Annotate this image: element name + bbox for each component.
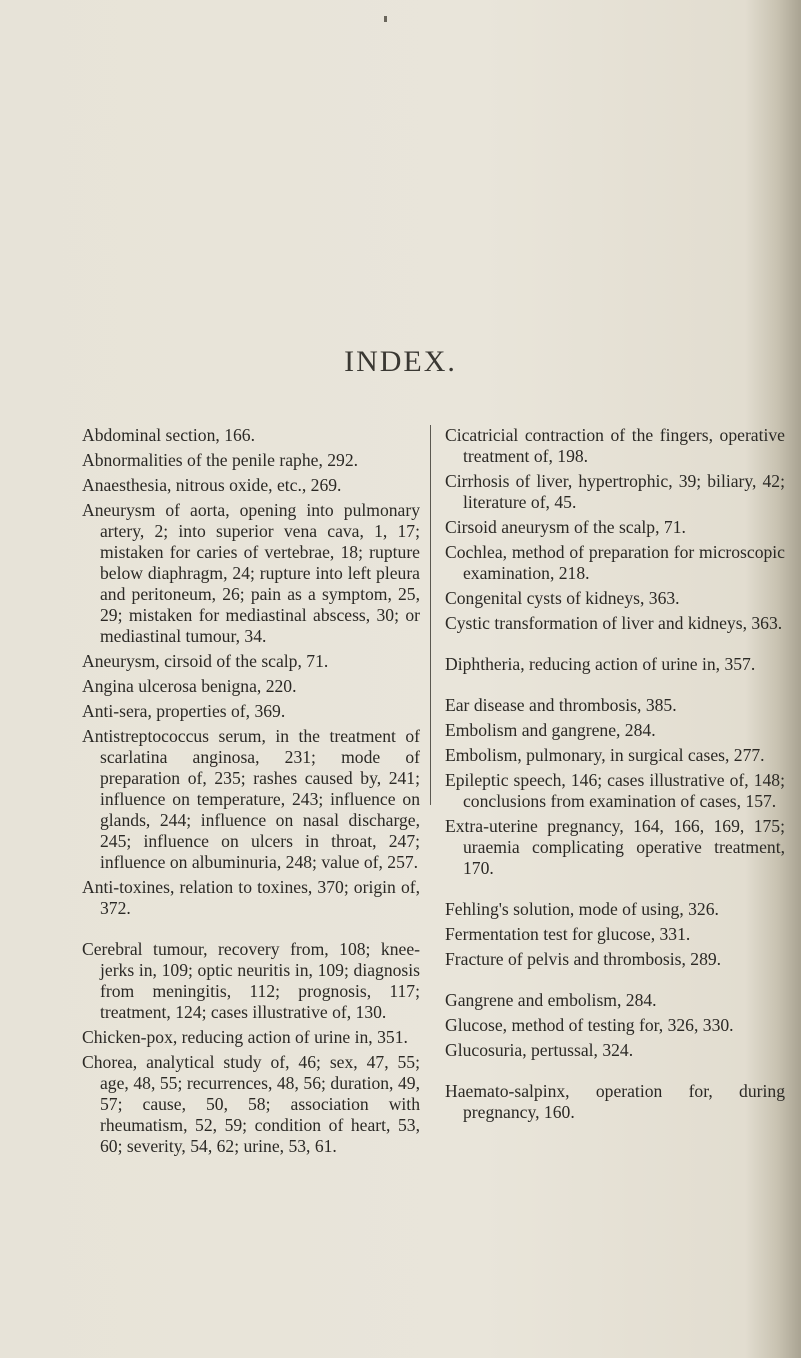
column-divider: [430, 425, 431, 805]
page-title: INDEX.: [344, 345, 457, 378]
index-entry: Fermentation test for glucose, 331.: [445, 924, 691, 944]
index-column-right: [445, 425, 785, 1127]
index-entry: Anti-toxines, relation to toxines, 370; origin of, 372.: [82, 877, 420, 918]
index-entry: Cystic transformation of liver and kidneys, 363.: [445, 613, 783, 633]
index-entry: Cerebral tumour, recovery from, 108; knee-jerks in, 109; optic neuritis in, 109; diagnosis from meningitis, 112; prognosis, 117; treatment, 124; cases illustrative of, 130.: [82, 939, 420, 1022]
index-entry: Abnormalities of the penile raphe, 292.: [82, 450, 359, 470]
index-entry: Extra-uterine pregnancy, 164, 166, 169, 175; uraemia complicating operative treatment, 170.: [445, 816, 785, 878]
index-entry: Glucosuria, pertussal, 324.: [445, 1040, 634, 1060]
index-entry: Angina ulcerosa benigna, 220.: [82, 676, 297, 696]
index-entry: Chicken-pox, reducing action of urine in, 351.: [82, 1027, 408, 1047]
index-entry: Cicatricial contraction of the fingers, operative treatment of, 198.: [445, 425, 785, 466]
index-entry: Antistreptococcus serum, in the treatment of scarlatina anginosa, 231; mode of preparation of, 235; rashes caused by, 241; influence on temperature, 243; influence on glands, 244; influence on nasal discharge, 245; influence on ulcers in throat, 247; influence on albuminuria, 248; value of, 257.: [82, 726, 420, 872]
index-entry: Glucose, method of testing for, 326, 330.: [445, 1015, 734, 1035]
index-entry: Cochlea, method of preparation for microscopic examination, 218.: [445, 542, 785, 583]
index-entry: Ear disease and thrombosis, 385.: [445, 695, 677, 715]
index-entry: Embolism and gangrene, 284.: [445, 720, 656, 740]
index-entry: Haemato-salpinx, operation for, during pregnancy, 160.: [445, 1081, 785, 1122]
index-entry: Aneurysm, cirsoid of the scalp, 71.: [82, 651, 329, 671]
index-entry: Aneurysm of aorta, opening into pulmonary artery, 2; into superior vena cava, 1, 17; mistaken for caries of vertebrae, 18; rupture below diaphragm, 24; rupture into left pleura and peritoneum, 26; pain as a symptom, 25, 29; mistaken for mediastinal abscess, 30; or mediastinal tumour, 34.: [82, 500, 420, 646]
index-entry: Anaesthesia, nitrous oxide, etc., 269.: [82, 475, 342, 495]
index-entry: Anti-sera, properties of, 369.: [82, 701, 286, 721]
index-entry: Cirrhosis of liver, hypertrophic, 39; biliary, 42; literature of, 45.: [445, 471, 785, 512]
index-entry: Fehling's solution, mode of using, 326.: [445, 899, 719, 919]
index-entry: Abdominal section, 166.: [82, 425, 255, 445]
index-entry: Chorea, analytical study of, 46; sex, 47, 55; age, 48, 55; recurrences, 48, 56; duration, 49, 57; cause, 50, 58; association with rheumatism, 52, 59; condition of heart, 53, 60; severity, 54, 62; urine, 53, 61.: [82, 1052, 420, 1156]
index-entry: Gangrene and embolism, 284.: [445, 990, 657, 1010]
index-entry: Embolism, pulmonary, in surgical cases, 277.: [445, 745, 765, 765]
print-speck: [384, 16, 387, 22]
index-entry: Epileptic speech, 146; cases illustrative of, 148; conclusions from examination of cases, 157.: [445, 770, 785, 811]
index-entry: Cirsoid aneurysm of the scalp, 71.: [445, 517, 686, 537]
index-column-left: [82, 425, 420, 1161]
index-entry: Diphtheria, reducing action of urine in, 357.: [445, 654, 756, 674]
index-entry: Fracture of pelvis and thrombosis, 289.: [445, 949, 722, 969]
index-entry: Congenital cysts of kidneys, 363.: [445, 588, 680, 608]
